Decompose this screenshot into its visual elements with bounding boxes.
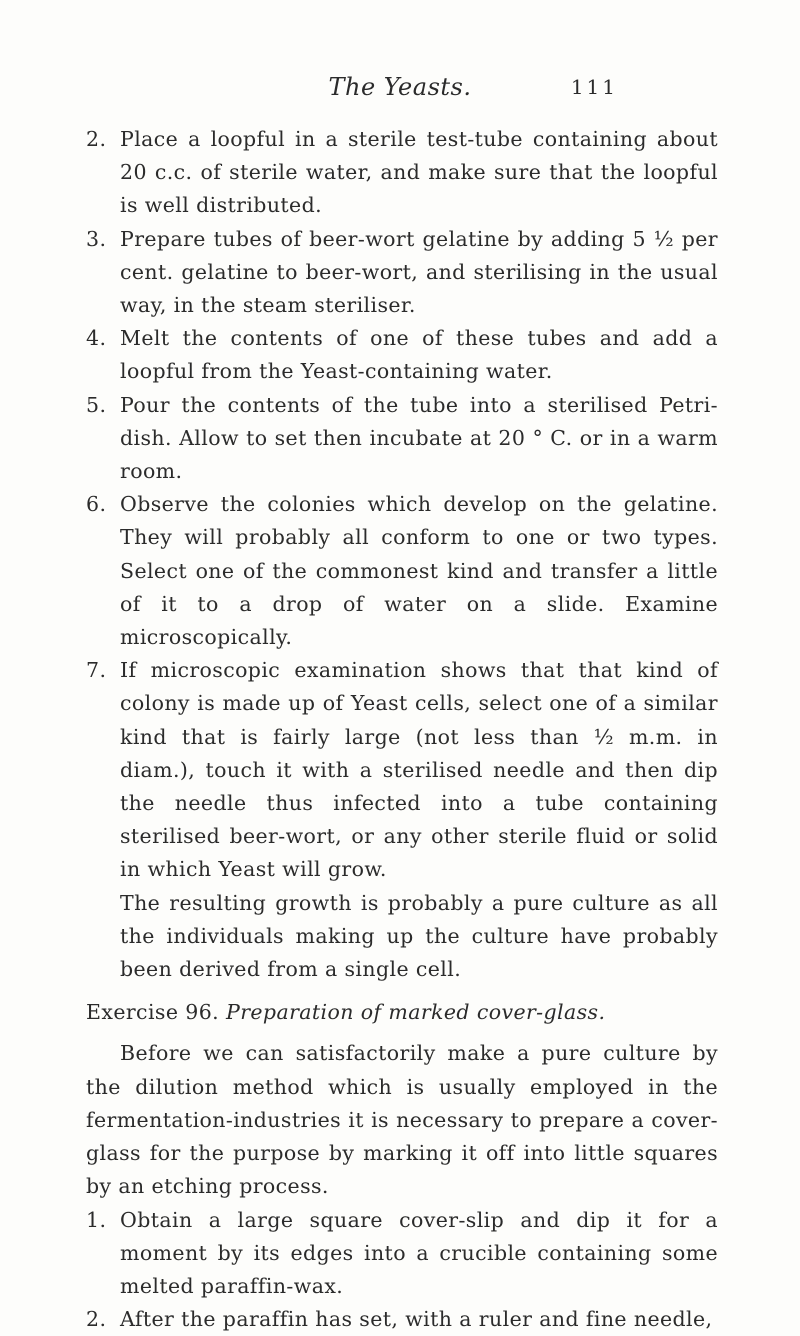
step-number: 7.	[86, 654, 106, 687]
body-text	[86, 123, 718, 1336]
exercise-title: Preparation of marked cover-glass.	[226, 1000, 605, 1024]
exercise-label: Exercise 96.	[86, 1000, 219, 1024]
running-header	[0, 73, 800, 103]
procedure-step	[86, 123, 718, 223]
step-text: Place a loopful in a sterile test-tube containing about 20 c.c. of sterile water, and make sure that the loopful is well distributed.	[120, 127, 718, 217]
step-number: 2.	[86, 1303, 106, 1336]
step-number: 2.	[86, 123, 106, 156]
step-text: Pour the contents of the tube into a sterilised Petri-dish. Allow to set then incubate at 20 ° C. or in a warm room.	[120, 393, 718, 483]
procedure-step	[86, 1204, 718, 1304]
procedure-list-2	[86, 1204, 718, 1336]
procedure-step	[86, 1303, 718, 1336]
step-text: Obtain a large square cover-slip and dip it for a moment by its edges into a crucible containing some melted paraffin-wax.	[120, 1208, 718, 1298]
procedure-step	[86, 322, 718, 388]
procedure-step	[86, 654, 718, 886]
procedure-step	[86, 389, 718, 489]
step-text: Melt the contents of one of these tubes and add a loopful from the Yeast-containing water.	[120, 326, 718, 383]
step-number: 4.	[86, 322, 106, 355]
result-paragraph	[86, 887, 718, 987]
result-text: The resulting growth is probably a pure culture as all the individuals making up the culture have probably been derived from a single cell.	[120, 891, 718, 981]
step-text: If microscopic examination shows that that kind of colony is made up of Yeast cells, select one of a similar kind that is fairly large (not less than ½ m.m. in diam.), touch it with a sterilised needle and then dip the needle thus infected into a tube containing sterilised beer-wort, or any other sterile fluid or solid in which Yeast will grow.	[120, 658, 718, 881]
step-number: 6.	[86, 488, 106, 521]
exercise-heading	[86, 996, 718, 1029]
procedure-list	[86, 123, 718, 986]
step-text: Observe the colonies which develop on the gelatine. They will probably all conform to one or two types. Select one of the commonest kind and transfer a little of it to a drop of water on a slide. Examine microscopically.	[120, 492, 718, 649]
intro-paragraph: Before we can satisfactorily make a pure culture by the dilution method which is usually employed in the fermentation-industries it is necessary to prepare a cover-glass for the purpose by marking it off into little squares by an etching process.	[86, 1037, 718, 1203]
step-number: 5.	[86, 389, 106, 422]
page-number: 111	[571, 75, 618, 99]
step-number: 1.	[86, 1204, 106, 1237]
procedure-step	[86, 488, 718, 654]
procedure-step	[86, 223, 718, 323]
step-text: Prepare tubes of beer-wort gelatine by adding 5 ½ per cent. gelatine to beer-wort, and sterilising in the usual way, in the steam steriliser.	[120, 227, 718, 317]
running-title: The Yeasts.	[0, 73, 800, 101]
step-text: After the paraffin has set, with a ruler and fine needle,	[120, 1307, 712, 1331]
step-number: 3.	[86, 223, 106, 256]
